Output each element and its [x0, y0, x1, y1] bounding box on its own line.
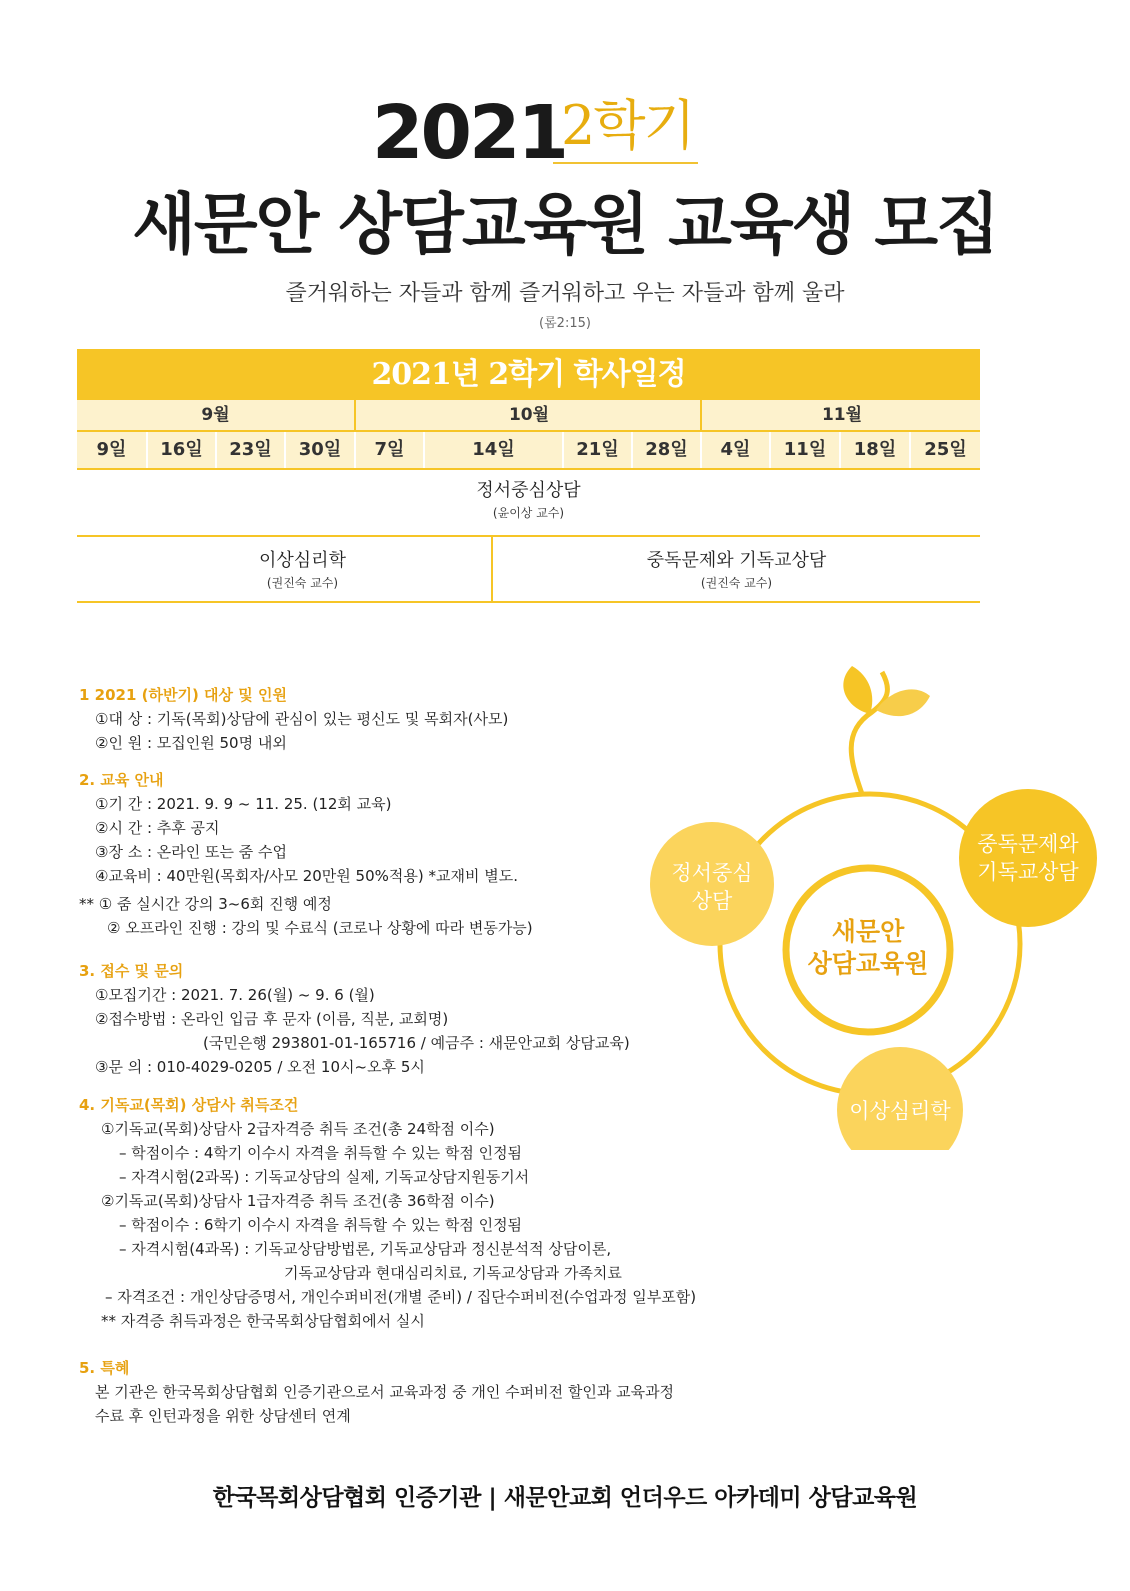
center-label-line1: 새문안	[831, 917, 905, 946]
schedule-title: 2021년 2학기 학사일정	[371, 357, 686, 392]
section-note: ** ① 줌 실시간 강의 3~6회 진행 예정	[79, 895, 332, 913]
sprout-leaf-icon	[876, 689, 930, 716]
bottom-label: 이상심리학	[849, 1099, 951, 1123]
section-item: – 학점이수 : 4학기 이수시 자격을 취득할 수 있는 학점 인정됨	[119, 1144, 523, 1162]
day-cell: 7일	[354, 432, 423, 468]
course-emotion-focused	[77, 478, 980, 522]
course-name: 중독문제와 기독교상담	[646, 550, 827, 571]
day-cell: 30일	[284, 432, 354, 468]
section-item: ①기독교(목회)상담사 2급자격증 취득 조건(총 24학점 이수)	[101, 1120, 495, 1138]
day-cell: 4일	[700, 432, 769, 468]
day-cell: 9일	[96, 439, 127, 460]
day-cell: 25일	[909, 432, 980, 468]
footer-organization: 한국목회상담협회 인증기관 | 새문안교회 언더우드 아카데미 상담교육원	[212, 1485, 918, 1511]
section-note: ② 오프라인 진행 : 강의 및 수료식 (코로나 상황에 따라 변동가능)	[107, 919, 533, 937]
section-item: 기독교상담과 현대심리치료, 기독교상담과 가족치료	[284, 1264, 622, 1282]
section-item: – 자격조건 : 개인상담증명서, 개인수퍼비전(개별 준비) / 집단수퍼비전(수업과정 일부포함)	[105, 1288, 697, 1306]
section-heading: 5. 특혜	[79, 1359, 130, 1377]
section-item: ** 자격증 취득과정은 한국목회상담협회에서 실시	[101, 1312, 425, 1330]
day-cell: 23일	[215, 432, 284, 468]
day-cell: 21일	[562, 432, 631, 468]
divider	[77, 601, 980, 603]
section-item: (국민은행 293801-01-165716 / 예금주 : 새문안교회 상담교육)	[203, 1034, 630, 1052]
section-heading: 3. 접수 및 문의	[79, 962, 184, 980]
course-professor: (권진숙 교수)	[700, 576, 773, 590]
section-benefits	[79, 1356, 839, 1428]
left-label-line2: 상담	[691, 889, 733, 913]
section-heading: 4. 기독교(목회) 상담사 취득조건	[79, 1096, 299, 1114]
section-item: ③문 의 : 010-4029-0205 / 오전 10시~오후 5시	[95, 1058, 425, 1076]
month-september: 9월	[201, 405, 230, 425]
verse-reference: (롬2:15)	[539, 316, 591, 331]
section-item: ②시 간 : 추후 공지	[95, 819, 220, 837]
section-item: ①대 상 : 기독(목회)상담에 관심이 있는 평신도 및 목회자(사모)	[95, 710, 509, 728]
day-cell: 11일	[769, 432, 839, 468]
divider	[77, 535, 980, 537]
sprout-leaf-icon	[843, 666, 872, 714]
month-october: 10월	[354, 400, 702, 430]
section-item: 수료 후 인턴과정을 위한 상담센터 연계	[95, 1407, 351, 1425]
day-cell: 16일	[146, 432, 215, 468]
curriculum-diagram	[630, 650, 1100, 1150]
course-abnormal-psychology	[77, 548, 528, 592]
course-professor: (권진숙 교수)	[266, 576, 339, 590]
schedule-months-row	[77, 400, 980, 432]
section-item: ①기 간 : 2021. 9. 9 ~ 11. 25. (12회 교육)	[95, 795, 392, 813]
course-name: 정서중심상담	[476, 480, 581, 501]
page-title: 새문안 상담교육원 교육생 모집	[132, 186, 998, 263]
section-item: ④교육비 : 40만원(목회자/사모 20만원 50%적용) *교재비 별도.	[95, 867, 518, 885]
center-label-line2: 상담교육원	[807, 949, 929, 978]
section-heading: 1 2021 (하반기) 대상 및 인원	[79, 686, 287, 704]
right-label-line2: 기독교상담	[977, 860, 1079, 884]
bible-verse: 즐거워하는 자들과 함께 즐거워하고 우는 자들과 함께 울라	[285, 281, 845, 306]
schedule-banner	[77, 349, 980, 400]
bubble-right	[959, 789, 1097, 927]
month-november: 11월	[700, 400, 982, 430]
schedule-days-row	[77, 432, 980, 470]
day-cell: 18일	[839, 432, 909, 468]
day-cell: 28일	[631, 432, 700, 468]
semester-label: 2학기	[561, 94, 694, 157]
section-heading: 2. 교육 안내	[79, 771, 164, 789]
section-item: ②접수방법 : 온라인 입금 후 문자 (이름, 직분, 교회명)	[95, 1010, 449, 1028]
title-year-row	[0, 88, 1130, 178]
section-item: ③장 소 : 온라인 또는 줌 수업	[95, 843, 288, 861]
section-item: – 학점이수 : 6학기 이수시 자격을 취득할 수 있는 학점 인정됨	[119, 1216, 523, 1234]
section-item: ②기독교(목회)상담사 1급자격증 취득 조건(총 36학점 이수)	[101, 1192, 495, 1210]
section-item: 본 기관은 한국목회상담협회 인증기관으로서 교육과정 중 개인 수퍼비전 할인과 교육과정	[95, 1383, 675, 1401]
course-professor: (윤이상 교수)	[492, 506, 565, 520]
day-cell: 14일	[423, 432, 562, 468]
left-label-line1: 정서중심	[671, 861, 753, 885]
right-label-line1: 중독문제와	[977, 832, 1079, 856]
section-item: ②인 원 : 모집인원 50명 내외	[95, 734, 287, 752]
semester-box	[553, 88, 698, 164]
year-label: 2021	[372, 90, 566, 176]
section-item: ①모집기간 : 2021. 7. 26(월) ~ 9. 6 (월)	[95, 986, 375, 1004]
section-item: – 자격시험(2과목) : 기독교상담의 실제, 기독교상담지원동기서	[119, 1168, 530, 1186]
course-addiction-counseling	[493, 548, 980, 592]
section-item: – 자격시험(4과목) : 기독교상담방법론, 기독교상담과 정신분석적 상담이론,	[119, 1240, 612, 1258]
course-name: 이상심리학	[259, 550, 346, 571]
